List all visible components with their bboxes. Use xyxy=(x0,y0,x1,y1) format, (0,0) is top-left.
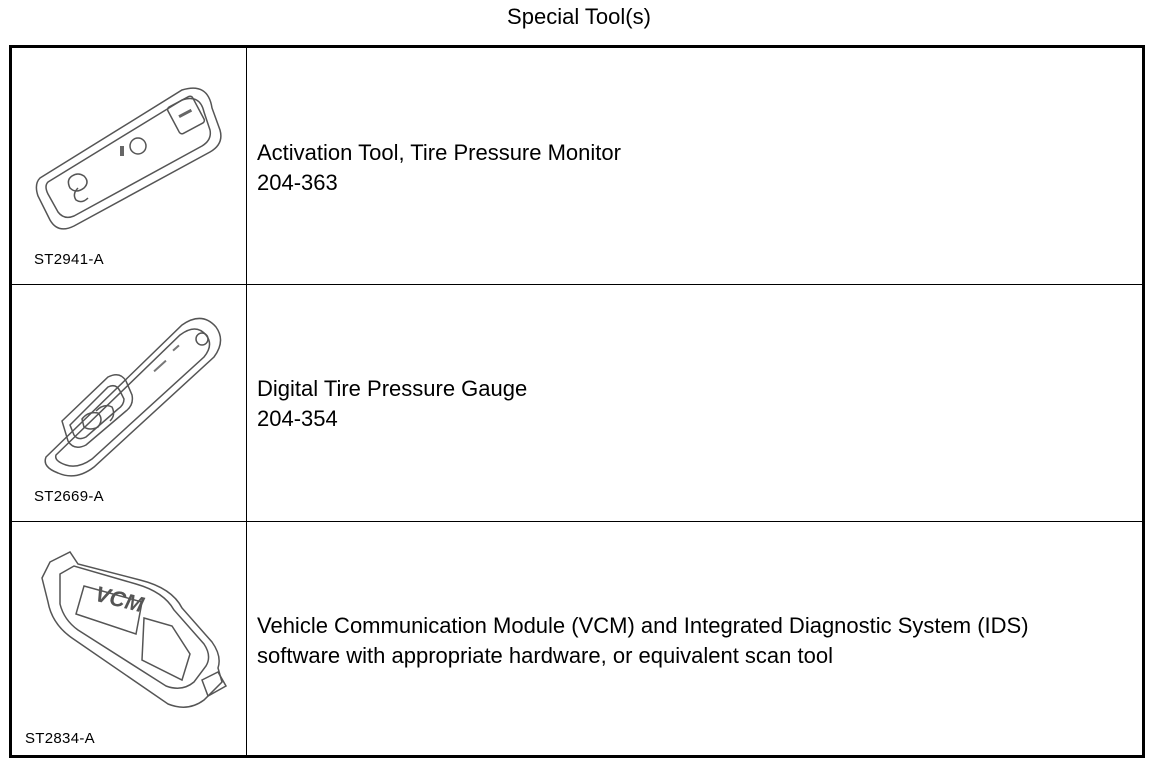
tool-description xyxy=(257,138,621,198)
table-row xyxy=(12,522,1142,755)
illustration-id: ST2941-A xyxy=(34,251,104,268)
page-title: Special Tool(s) xyxy=(507,4,651,29)
tool-image-cell xyxy=(12,48,247,284)
table-row xyxy=(12,48,1142,285)
tool-image-cell xyxy=(12,285,247,521)
table-row xyxy=(12,285,1142,522)
tool-number: 204-354 xyxy=(257,406,338,431)
tool-description-cell xyxy=(247,48,1142,284)
tool-name: Activation Tool, Tire Pressure Monitor xyxy=(257,140,621,165)
tool-description-cell xyxy=(247,285,1142,521)
tool-description xyxy=(257,374,527,434)
activation-tool-illustration xyxy=(12,48,246,284)
svg-text:VCM: VCM xyxy=(92,581,147,618)
tool-description xyxy=(257,611,1029,671)
illustration-id: ST2834-A xyxy=(25,730,95,747)
tire-gauge-illustration xyxy=(12,285,246,521)
tool-image-cell xyxy=(12,522,247,755)
tool-name: Vehicle Communication Module (VCM) and Integrated Diagnostic System (IDS) xyxy=(257,613,1029,638)
special-tools-table xyxy=(9,45,1145,758)
tool-number: 204-363 xyxy=(257,170,338,195)
illustration-id: ST2669-A xyxy=(34,488,104,505)
vcm-module-illustration xyxy=(12,522,246,755)
tool-description-cell xyxy=(247,522,1142,755)
tool-name: Digital Tire Pressure Gauge xyxy=(257,376,528,401)
tool-number: software with appropriate hardware, or equivalent scan tool xyxy=(257,643,833,668)
